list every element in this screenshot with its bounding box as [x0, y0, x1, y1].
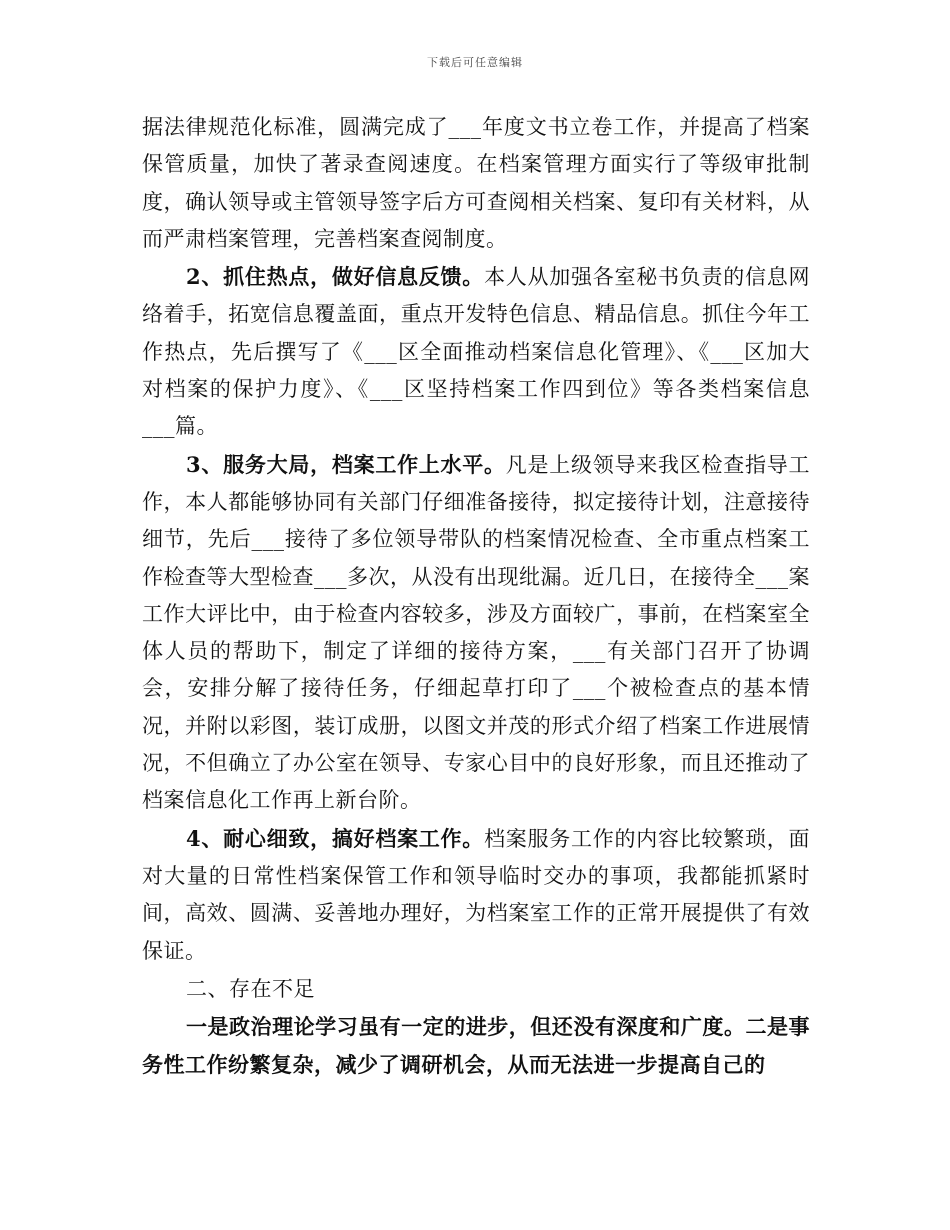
- paragraph-archive-filing: [142, 108, 810, 258]
- paragraph-text: 据法律规范化标准，圆满完成了___年度文书立卷工作，并提高了档案保管质量，加快了著录查阅速度。在档案管理方面实行了等级审批制度，确认领导或主管领导签字后方可查阅相关档案、复印有关材料，从而严肃档案管理，完善档案查阅制度。: [142, 115, 810, 251]
- paragraph-lead: 2、抓住热点，做好信息反馈。: [186, 264, 485, 290]
- paragraph-shortcomings: [142, 1008, 810, 1085]
- paragraph-serve-overall: [142, 446, 810, 820]
- paragraph-lead: 一是政治理论学习虽有一定的进步，但还没有深度和广度。二是事务性工作纷繁复杂，减少了调研机会，从而无法进一步提高自己的: [142, 1014, 810, 1078]
- paragraph-info-feedback: [142, 258, 810, 445]
- paragraph-lead: 4、耐心细致，搞好档案工作。: [186, 825, 485, 851]
- paragraph-lead: 3、服务大局，档案工作上水平。: [186, 451, 506, 477]
- document-body: [142, 108, 810, 1085]
- paragraph-text: 二、存在不足: [186, 976, 315, 1001]
- paragraph-text: 本人从加强各室秘书负责的信息网络着手，拓宽信息覆盖面，重点开发特色信息、精品信息。抓住今年工作热点，先后撰写了《___区全面推动档案信息化管理》、《___区加大对档案的保护力度》、《___区坚持档案工作四到位》等各类档案信息___篇。: [142, 265, 810, 439]
- paragraph-patient-work: [142, 820, 810, 970]
- paragraph-text: 档案服务工作的内容比较繁琐，面对大量的日常性档案保管工作和领导临时交办的事项，我都能抓紧时间，高效、圆满、妥善地办理好，为档案室工作的正常开展提供了有效保证。: [142, 826, 810, 963]
- section-heading-shortcomings: [142, 970, 810, 1008]
- paragraph-text: 凡是上级领导来我区检查指导工作，本人都能够协同有关部门仔细准备接待，拟定接待计划，注意接待细节，先后___接待了多位领导带队的档案情况检查、全市重点档案工作检查等大型检查___多次，从没有出现纰漏。近几日，在接待全___案工作大评比中，由于检查内容较多，涉及方面较广，事前，在档案室全体人员的帮助下，制定了详细的接待方案，___有关部门召开了协调会，安排分解了接待任务，仔细起草打印了___个被检查点的基本情况，并附以彩图，装订成册，以图文并茂的形式介绍了档案工作进展情况，不但确立了办公室在领导、专家心目中的良好形象，而且还推动了档案信息化工作再上新台阶。: [142, 452, 810, 813]
- page-header: 下载后可任意编辑: [427, 56, 523, 69]
